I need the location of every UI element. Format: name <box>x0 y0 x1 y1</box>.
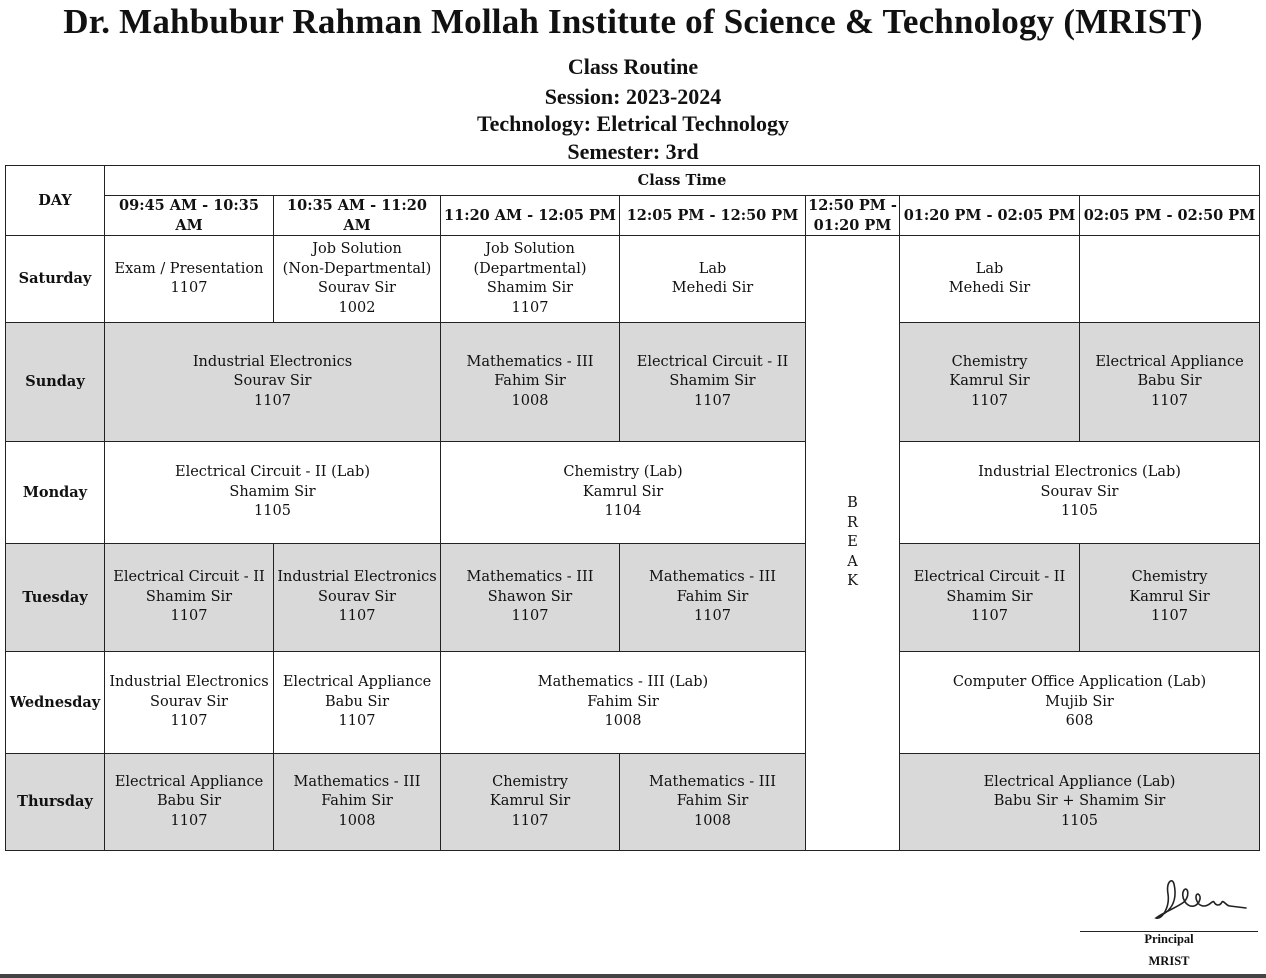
time-slot-4: 12:05 PM - 12:50 PM <box>620 196 806 236</box>
class-cell-line: Electrical Appliance <box>114 773 264 790</box>
class-cell <box>900 544 1080 652</box>
class-cell <box>620 544 806 652</box>
class-cell <box>900 652 1260 754</box>
day-monday: Monday <box>6 442 105 544</box>
class-cell-line: Mehedi Sir <box>671 280 754 296</box>
class-cell-line: 1107 <box>971 392 1008 409</box>
class-cell-line: Shamim Sir <box>229 483 316 500</box>
class-cell-line: Fahim Sir <box>494 373 566 390</box>
semester-line: Semester: 3rd <box>567 139 699 164</box>
class-cell-line: 1107 <box>338 713 376 730</box>
class-cell-line: Chemistry <box>1131 569 1208 586</box>
class-cell-line: (Departmental) <box>473 260 587 277</box>
class-cell-line: Mathematics - III <box>466 353 594 370</box>
class-cell-line: Babu Sir <box>1137 373 1202 390</box>
class-cell-line: 1105 <box>1061 503 1098 520</box>
class-cell <box>441 323 620 442</box>
class-cell-line: Electrical Circuit - II <box>113 569 265 586</box>
class-cell-line: Chemistry <box>951 353 1028 370</box>
class-cell-line: 1107 <box>694 608 731 625</box>
class-cell-line: Kamrul Sir <box>949 373 1030 390</box>
class-cell-line: Electrical Circuit - II <box>636 353 789 370</box>
class-cell <box>900 442 1260 544</box>
class-cell-line: Industrial Electronics <box>109 674 269 691</box>
class-cell-line: 1105 <box>1061 812 1098 829</box>
class-cell-line: Fahim Sir <box>321 793 393 810</box>
class-cell-line: 1107 <box>338 608 376 625</box>
class-cell-line: Babu Sir + Shamim Sir <box>993 793 1166 810</box>
class-cell-line: Babu Sir <box>156 793 222 810</box>
class-time-header: Class Time <box>105 166 1260 196</box>
time-slot-3: 11:20 AM - 12:05 PM <box>441 196 620 236</box>
class-cell-line: (Non-Departmental) <box>282 260 432 277</box>
class-cell-line: 1107 <box>511 812 549 829</box>
class-cell-line: 1107 <box>511 299 549 316</box>
class-cell-line: Fahim Sir <box>676 588 749 605</box>
class-cell <box>441 544 620 652</box>
class-cell <box>105 236 274 323</box>
class-cell-line: Mujib Sir <box>1045 693 1114 710</box>
class-cell-line: 1107 <box>511 608 549 625</box>
class-cell-line: Mathematics - III <box>649 569 776 586</box>
break-column: B R E A K <box>806 236 900 851</box>
class-cell <box>105 323 441 442</box>
class-cell-line: Electrical Circuit - II <box>913 569 1066 586</box>
class-cell-line: 1107 <box>170 608 208 625</box>
class-cell-line: Shamim Sir <box>669 373 756 390</box>
class-cell-line: Lab <box>975 260 1004 277</box>
class-cell <box>274 236 441 323</box>
class-cell-line: Industrial Electronics <box>277 569 437 586</box>
time-slot-2: 10:35 AM - 11:20 AM <box>274 196 441 236</box>
class-cell-line: Sourav Sir <box>233 373 312 390</box>
class-cell <box>105 652 274 754</box>
class-cell-line: Electrical Appliance <box>282 674 432 691</box>
class-cell-line: Fahim Sir <box>587 693 659 710</box>
class-cell <box>105 442 441 544</box>
page-bottom-rule <box>0 974 1266 978</box>
class-cell <box>441 236 620 323</box>
day-header: DAY <box>6 166 105 236</box>
principal-signature <box>1150 872 1250 927</box>
class-cell-line: 1107 <box>1151 392 1188 409</box>
day-sunday: Sunday <box>6 323 105 442</box>
class-cell <box>274 754 441 851</box>
day-thursday: Thursday <box>6 754 105 851</box>
class-cell <box>274 652 441 754</box>
class-cell-line: 1105 <box>254 503 291 520</box>
time-slot-6: 02:05 PM - 02:50 PM <box>1080 196 1260 236</box>
class-cell <box>620 236 806 323</box>
class-cell <box>620 754 806 851</box>
class-cell-line: 1107 <box>170 280 208 296</box>
class-cell-line: 1008 <box>604 713 642 730</box>
class-cell <box>441 754 620 851</box>
class-cell-line: Shamim Sir <box>486 280 574 296</box>
class-cell-line: Babu Sir <box>324 693 390 710</box>
class-cell-line: Shamim Sir <box>946 588 1033 605</box>
class-cell <box>105 754 274 851</box>
day-wednesday: Wednesday <box>6 652 105 754</box>
break-time-slot: 12:50 PM - 01:20 PM <box>806 196 900 236</box>
time-slot-5: 01:20 PM - 02:05 PM <box>900 196 1080 236</box>
class-cell-line: Sourav Sir <box>318 588 396 605</box>
class-cell-line: Fahim Sir <box>676 793 749 810</box>
class-cell <box>900 236 1080 323</box>
class-cell-line: Industrial Electronics (Lab) <box>978 464 1181 481</box>
class-cell-line: Mathematics - III (Lab) <box>537 674 709 691</box>
class-cell-line: Kamrul Sir <box>1129 588 1210 605</box>
class-cell-line: 1008 <box>338 812 376 829</box>
day-tuesday: Tuesday <box>6 544 105 652</box>
technology-line: Technology: Eletrical Technology <box>476 111 790 136</box>
class-cell <box>441 652 806 754</box>
class-cell-line: Shawon Sir <box>487 588 573 605</box>
class-cell-line: Sourav Sir <box>1040 483 1119 500</box>
class-cell-line: Job Solution <box>312 241 402 257</box>
class-cell-line: 1107 <box>170 713 208 730</box>
session-line: Session: 2023-2024 <box>544 84 722 109</box>
day-saturday: Saturday <box>6 236 105 323</box>
class-cell <box>1080 544 1260 652</box>
class-cell-line: Sourav Sir <box>150 693 228 710</box>
class-cell-line: Electrical Appliance <box>1095 353 1244 370</box>
class-cell <box>900 754 1260 851</box>
class-cell-line: Mathematics - III <box>649 773 776 790</box>
time-slot-1: 09:45 AM - 10:35 AM <box>105 196 274 236</box>
class-cell-line: Kamrul Sir <box>582 483 664 500</box>
class-cell-line: Chemistry <box>492 773 568 790</box>
class-cell <box>105 544 274 652</box>
class-cell-line: Lab <box>698 260 727 277</box>
class-cell-line: 1104 <box>604 503 642 520</box>
class-cell-line: Electrical Appliance (Lab) <box>983 773 1176 790</box>
class-cell-line: Kamrul Sir <box>489 793 571 810</box>
class-cell-line: 1008 <box>511 392 549 409</box>
class-cell-line: Industrial Electronics <box>192 353 353 370</box>
class-cell-line: Sourav Sir <box>318 280 396 296</box>
class-cell-line: 1107 <box>254 392 291 409</box>
class-cell <box>274 544 441 652</box>
class-cell-line: Mathematics - III <box>293 773 421 790</box>
class-cell-line: 608 <box>1065 713 1094 730</box>
class-cell-line: Job Solution <box>485 241 575 257</box>
class-cell-line: 1107 <box>971 608 1008 625</box>
doc-title: Class Routine <box>567 54 699 79</box>
class-cell-empty <box>1080 236 1260 323</box>
class-cell-line: Exam / Presentation <box>114 260 264 277</box>
class-cell-line: 1107 <box>1151 608 1188 625</box>
class-cell <box>900 323 1080 442</box>
institute-title: Dr. Mahbubur Rahman Mollah Institute of Science & Technology (MRIST) <box>63 2 1203 41</box>
class-cell-line: 1107 <box>170 812 208 829</box>
class-cell-line: 1107 <box>694 392 731 409</box>
class-cell-line: Mehedi Sir <box>948 280 1031 296</box>
class-cell-line: Computer Office Application (Lab) <box>952 674 1207 691</box>
class-cell <box>441 442 806 544</box>
signature-org: MRIST <box>1148 954 1190 968</box>
class-cell-line: Electrical Circuit - II (Lab) <box>175 464 370 481</box>
class-cell <box>620 323 806 442</box>
class-routine-table <box>5 165 1260 851</box>
class-cell-line: Mathematics - III <box>466 569 594 586</box>
class-cell-line: 1002 <box>338 299 376 316</box>
signature-title: Principal <box>1144 932 1194 946</box>
class-cell-line: Shamim Sir <box>145 588 233 605</box>
class-cell-line: Chemistry (Lab) <box>563 464 683 481</box>
class-cell-line: 1008 <box>694 812 731 829</box>
class-cell <box>1080 323 1260 442</box>
